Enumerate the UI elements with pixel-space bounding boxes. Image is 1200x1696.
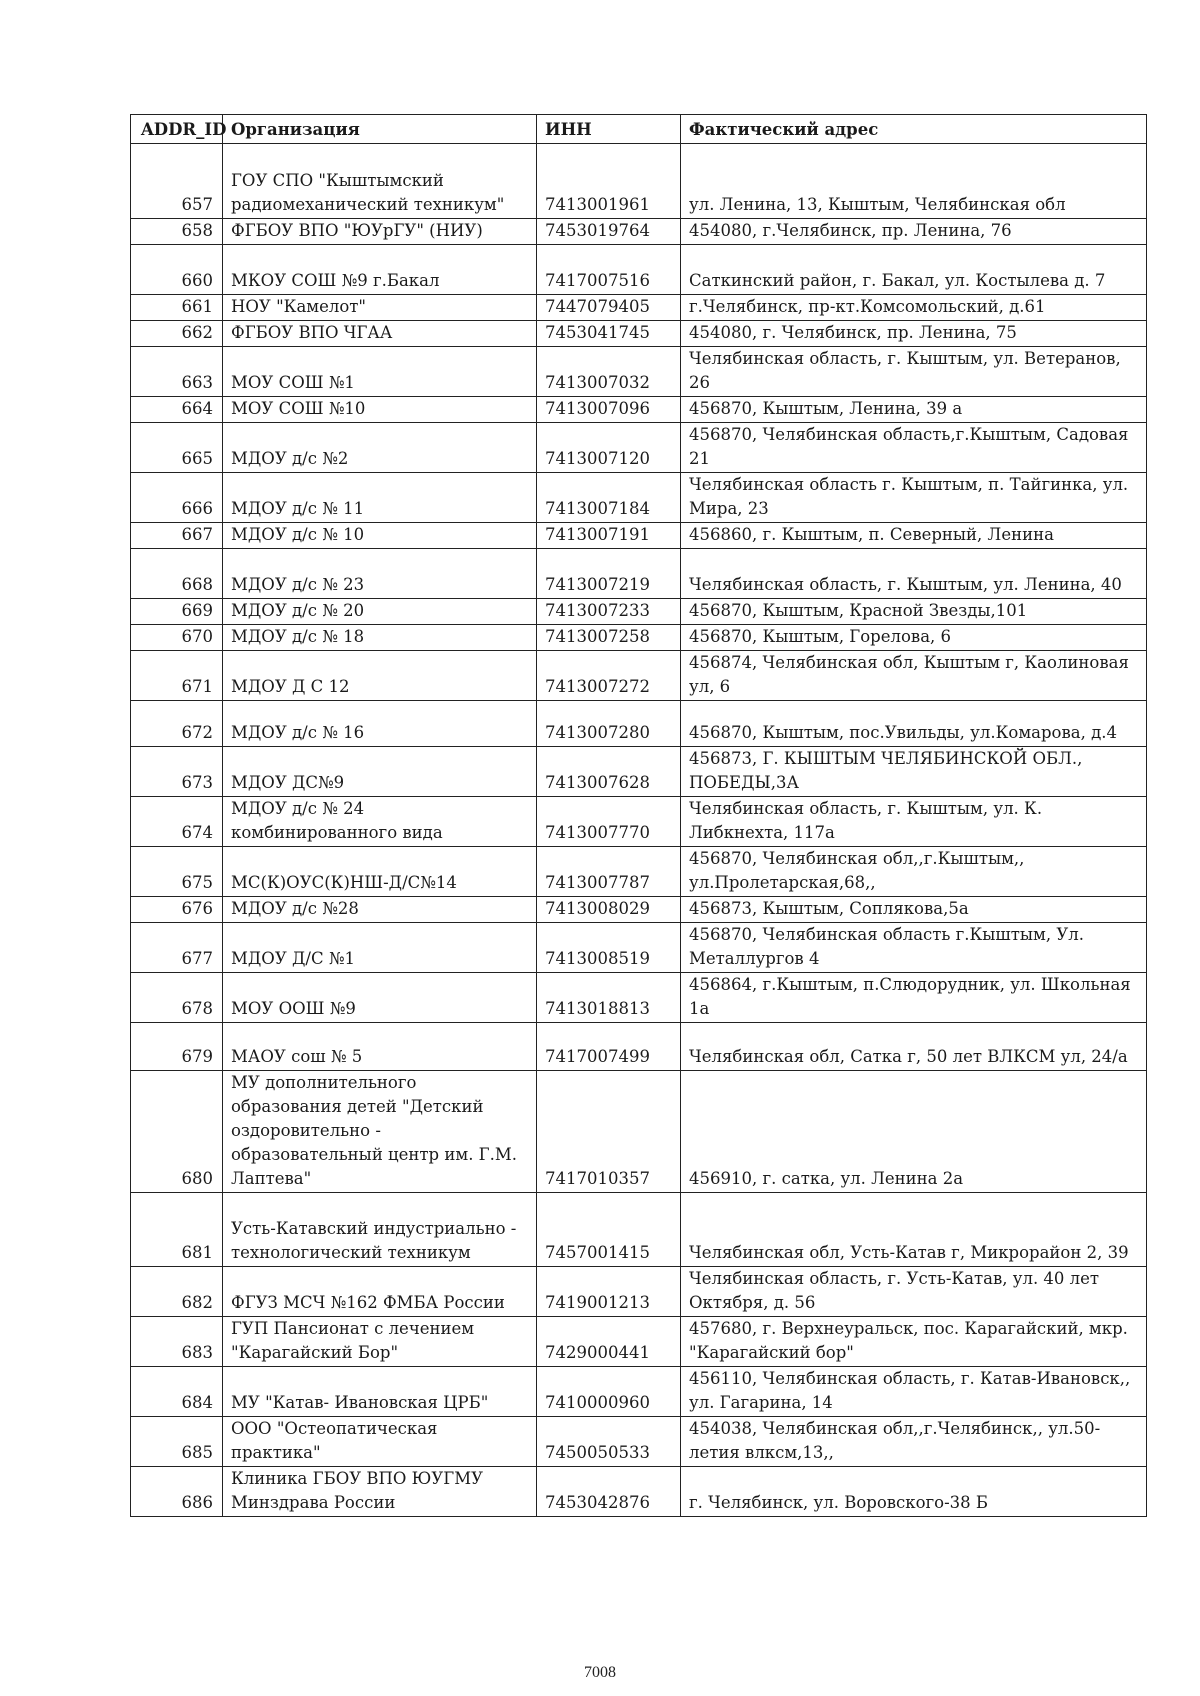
page-number: 7008 [584,1664,616,1681]
header-inn: ИНН [537,115,681,144]
table-row [131,549,1147,599]
table-row [131,245,1147,295]
table-row [131,1267,1147,1317]
row-inn: 7413007184 [537,473,681,523]
table-row [131,701,1147,747]
row-organization: МОУ СОШ №10 [223,397,537,423]
table-row [131,321,1147,347]
row-inn: 7413007191 [537,523,681,549]
row-address: г.Челябинск, пр-кт.Комсомольский, д.61 [681,295,1147,321]
row-address: 456870, Кыштым, Ленина, 39 а [681,397,1147,423]
row-address: Челябинская область, г. Кыштым, ул. Ленина, 40 [681,549,1147,599]
row-organization: МДОУ д/с № 16 [223,701,537,747]
row-organization: НОУ "Камелот" [223,295,537,321]
row-inn: 7413007219 [537,549,681,599]
row-address: 456873, Кыштым, Соплякова,5а [681,897,1147,923]
row-organization: МДОУ д/с № 24 комбинированного вида [223,797,537,847]
row-organization: МДОУ д/с №2 [223,423,537,473]
row-addr-id: 686 [131,1467,223,1517]
row-address: 456874, Челябинская обл, Кыштым г, Каолиновая ул, 6 [681,651,1147,701]
table-row [131,1071,1147,1193]
row-address: г. Челябинск, ул. Воровского-38 Б [681,1467,1147,1517]
table-row [131,397,1147,423]
row-organization: МДОУ д/с № 18 [223,625,537,651]
table-row [131,1023,1147,1071]
row-address: 456870, Челябинская обл,,г.Кыштым,, ул.Пролетарская,68,, [681,847,1147,897]
table-row [131,347,1147,397]
row-inn: 7413008029 [537,897,681,923]
row-addr-id: 666 [131,473,223,523]
row-inn: 7413007120 [537,423,681,473]
row-inn: 7453042876 [537,1467,681,1517]
row-inn: 7413007233 [537,599,681,625]
row-addr-id: 680 [131,1071,223,1193]
row-organization: МДОУ д/с № 10 [223,523,537,549]
row-organization: МДОУ Д/С №1 [223,923,537,973]
row-addr-id: 671 [131,651,223,701]
organizations-table [130,114,1147,1517]
header-addr-id: ADDR_ID [131,115,223,144]
row-addr-id: 668 [131,549,223,599]
row-inn: 7413007787 [537,847,681,897]
row-address: Челябинская область г. Кыштым, п. Тайгинка, ул. Мира, 23 [681,473,1147,523]
header-organization: Организация [223,115,537,144]
row-inn: 7417007516 [537,245,681,295]
row-address: 456873, Г. КЫШТЫМ ЧЕЛЯБИНСКОЙ ОБЛ., ПОБЕДЫ,3А [681,747,1147,797]
table-row [131,1417,1147,1467]
row-addr-id: 663 [131,347,223,397]
table-body [131,144,1147,1517]
row-organization: МОУ СОШ №1 [223,347,537,397]
table-row [131,797,1147,847]
table-header-row [131,115,1147,144]
row-inn: 7413007032 [537,347,681,397]
row-organization: МОУ ООШ №9 [223,973,537,1023]
row-inn: 7447079405 [537,295,681,321]
row-addr-id: 670 [131,625,223,651]
row-addr-id: 662 [131,321,223,347]
row-addr-id: 667 [131,523,223,549]
row-addr-id: 677 [131,923,223,973]
row-organization: МДОУ д/с № 20 [223,599,537,625]
row-address: Челябинская область, г. Усть-Катав, ул. 40 лет Октября, д. 56 [681,1267,1147,1317]
row-address: 456860, г. Кыштым, п. Северный, Ленина [681,523,1147,549]
row-address: Челябинская обл, Сатка г, 50 лет ВЛКСМ ул, 24/а [681,1023,1147,1071]
row-organization: ФГБОУ ВПО ЧГАА [223,321,537,347]
row-organization: МУ "Катав- Ивановская ЦРБ" [223,1367,537,1417]
header-address: Фактический адрес [681,115,1147,144]
row-organization: МДОУ д/с № 23 [223,549,537,599]
table-row [131,651,1147,701]
row-addr-id: 657 [131,144,223,219]
row-addr-id: 683 [131,1317,223,1367]
row-inn: 7413007280 [537,701,681,747]
row-address: 456870, Кыштым, Красной Звезды,101 [681,599,1147,625]
row-inn: 7457001415 [537,1193,681,1267]
row-address: 456870, Челябинская область,г.Кыштым, Садовая 21 [681,423,1147,473]
row-address: 454080, г. Челябинск, пр. Ленина, 75 [681,321,1147,347]
row-addr-id: 679 [131,1023,223,1071]
row-inn: 7413007258 [537,625,681,651]
table-row [131,1193,1147,1267]
table-row [131,1367,1147,1417]
row-inn: 7417010357 [537,1071,681,1193]
row-address: Челябинская обл, Усть-Катав г, Микрорайон 2, 39 [681,1193,1147,1267]
row-address: 456870, Кыштым, пос.Увильды, ул.Комарова, д.4 [681,701,1147,747]
row-inn: 7417007499 [537,1023,681,1071]
row-inn: 7413018813 [537,973,681,1023]
row-organization: ООО "Остеопатическая практика" [223,1417,537,1467]
table-row [131,923,1147,973]
row-inn: 7413007628 [537,747,681,797]
row-address: 456910, г. сатка, ул. Ленина 2а [681,1071,1147,1193]
row-address: 456110, Челябинская область, г. Катав-Ивановск,, ул. Гагарина, 14 [681,1367,1147,1417]
table-row [131,897,1147,923]
row-organization: Клиника ГБОУ ВПО ЮУГМУ Минздрава России [223,1467,537,1517]
row-addr-id: 678 [131,973,223,1023]
row-inn: 7453019764 [537,219,681,245]
table-row [131,1317,1147,1367]
row-organization: МКОУ СОШ №9 г.Бакал [223,245,537,295]
row-addr-id: 676 [131,897,223,923]
row-organization: МДОУ д/с №28 [223,897,537,923]
table-row [131,523,1147,549]
row-address: 456864, г.Кыштым, п.Слюдорудник, ул. Школьная 1а [681,973,1147,1023]
table-row [131,1467,1147,1517]
row-inn: 7429000441 [537,1317,681,1367]
row-address: 456870, Челябинская область г.Кыштым, Ул. Металлургов 4 [681,923,1147,973]
row-addr-id: 669 [131,599,223,625]
table-row [131,625,1147,651]
row-organization: МУ дополнительного образования детей "Детский оздоровительно - образовательный центр им. Г.М. Лаптева" [223,1071,537,1193]
row-addr-id: 664 [131,397,223,423]
row-addr-id: 681 [131,1193,223,1267]
row-addr-id: 684 [131,1367,223,1417]
row-inn: 7413008519 [537,923,681,973]
row-addr-id: 658 [131,219,223,245]
row-inn: 7413001961 [537,144,681,219]
table-row [131,219,1147,245]
row-address: Челябинская область, г. Кыштым, ул. Ветеранов, 26 [681,347,1147,397]
row-addr-id: 665 [131,423,223,473]
row-addr-id: 674 [131,797,223,847]
row-addr-id: 672 [131,701,223,747]
row-inn: 7410000960 [537,1367,681,1417]
row-inn: 7453041745 [537,321,681,347]
table-row [131,599,1147,625]
row-inn: 7450050533 [537,1417,681,1467]
row-address: 456870, Кыштым, Горелова, 6 [681,625,1147,651]
row-organization: ФГБОУ ВПО "ЮУрГУ" (НИУ) [223,219,537,245]
row-organization: ГУП Пансионат с лечением "Карагайский Бор" [223,1317,537,1367]
row-organization: МДОУ Д С 12 [223,651,537,701]
row-addr-id: 661 [131,295,223,321]
row-addr-id: 685 [131,1417,223,1467]
table-row [131,747,1147,797]
row-organization: ФГУЗ МСЧ №162 ФМБА России [223,1267,537,1317]
table-row [131,423,1147,473]
table-row [131,973,1147,1023]
row-address: Челябинская область, г. Кыштым, ул. К. Либкнехта, 117а [681,797,1147,847]
row-inn: 7413007096 [537,397,681,423]
table-row [131,144,1147,219]
row-addr-id: 682 [131,1267,223,1317]
row-address: 457680, г. Верхнеуральск, пос. Карагайский, мкр. "Карагайский бор" [681,1317,1147,1367]
row-organization: МДОУ ДС№9 [223,747,537,797]
row-organization: МАОУ сош № 5 [223,1023,537,1071]
row-organization: Усть-Катавский индустриально - технологический техникум [223,1193,537,1267]
row-address: 454080, г.Челябинск, пр. Ленина, 76 [681,219,1147,245]
row-inn: 7413007770 [537,797,681,847]
row-address: Саткинский район, г. Бакал, ул. Костылева д. 7 [681,245,1147,295]
row-address: 454038, Челябинская обл,,г.Челябинск,, ул.50-летия влксм,13,, [681,1417,1147,1467]
row-organization: МДОУ д/с № 11 [223,473,537,523]
row-addr-id: 660 [131,245,223,295]
row-addr-id: 673 [131,747,223,797]
row-addr-id: 675 [131,847,223,897]
row-inn: 7413007272 [537,651,681,701]
row-address: ул. Ленина, 13, Кыштым, Челябинская обл [681,144,1147,219]
row-organization: ГОУ СПО "Кыштымский радиомеханический техникум" [223,144,537,219]
row-inn: 7419001213 [537,1267,681,1317]
table-row [131,473,1147,523]
row-organization: МС(К)ОУС(К)НШ-Д/С№14 [223,847,537,897]
table-row [131,295,1147,321]
table-row [131,847,1147,897]
